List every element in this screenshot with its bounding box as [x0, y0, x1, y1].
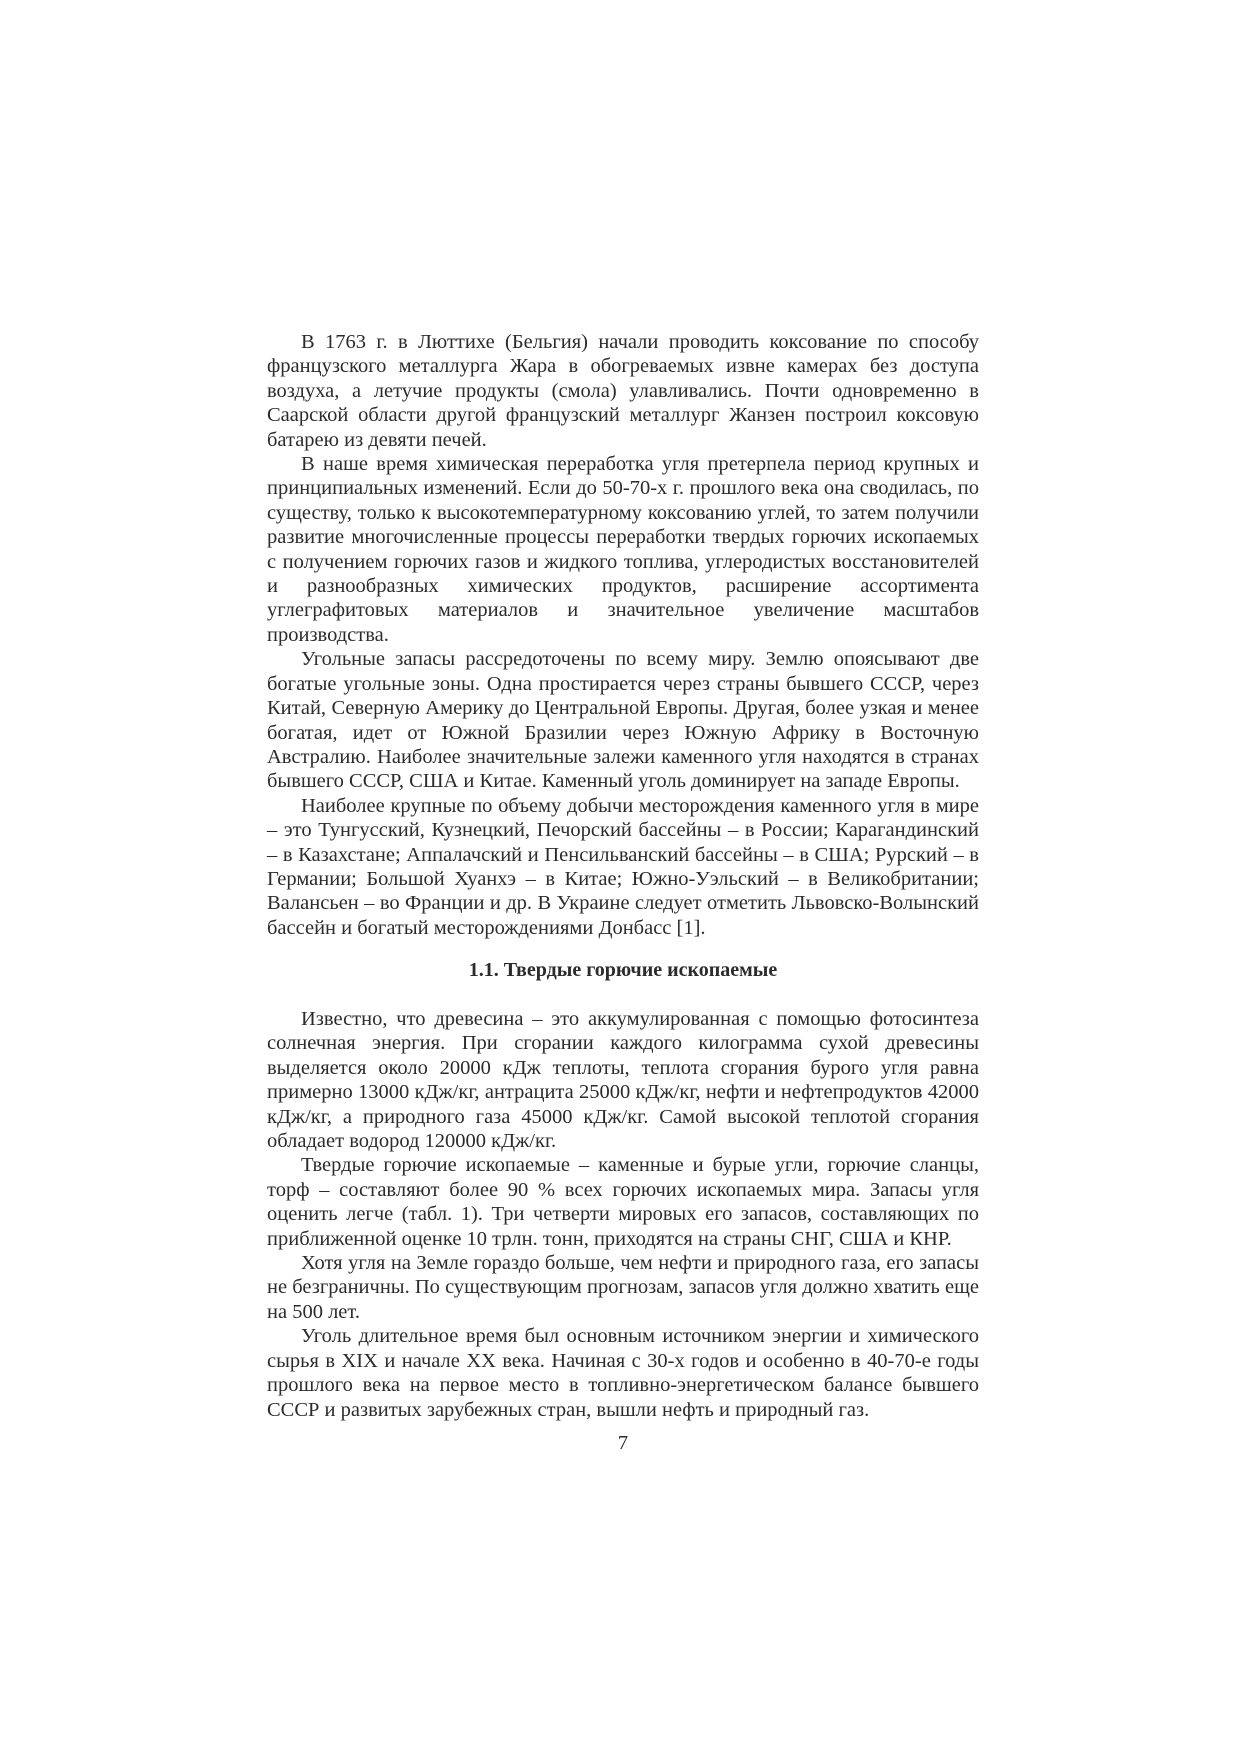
body-text-bottom [267, 1007, 979, 1422]
paragraph-coal-forecast: Хотя угля на Земле гораздо больше, чем нефти и природного газа, его запасы не безграничны. По существующим прогнозам, запасов угля должно хватить еще на 500 лет. [267, 1252, 979, 1323]
page-number: 7 [617, 1432, 629, 1454]
paragraph-coking-history: В 1763 г. в Люттихе (Бельгия) начали проводить коксование по способу французского металлурга Жара в обогреваемых извне камерах без доступа воздуха, а летучие продукты (смола) улавливались. Почти одновременно в Саарской области другой французский металлург Жанзен построил коксовую батарею из девяти печей. [267, 331, 979, 451]
paragraph-chemical-processing: В наше время химическая переработка угля претерпела период крупных и принципиальных изменений. Если до 50-70-х г. прошлого века она сводилась, по существу, только к высокотемпературному коксованию углей, то затем получили развитие многочисленные процессы переработки твердых горючих ископаемых с получением горючих газов и жидкого топлива, углеродистых восстановителей и разнообразных химических продуктов, расширение ассортимента углеграфитовых материалов и значительное увеличение масштабов производства. [267, 453, 979, 646]
section-heading: 1.1. Твердые горючие ископаемые [468, 959, 778, 981]
body-text-top [267, 330, 979, 940]
paragraph-coal-deposits: Наиболее крупные по объему добычи месторождения каменного угля в мире – это Тунгусский, Кузнецкий, Печорский бассейны – в России; Карагандинский – в Казахстане; Аппалачский и Пенсильванский бассейны – в США; Рурский – в Германии; Большой Хуанхэ – в Китае; Южно-Уэльский – в Великобритании; Валансьен – во Франции и др. В Украине следует отметить Львовско-Волынский бассейн и богатый месторождениями Донбасс [1]. [267, 794, 979, 939]
paragraph-heat-of-combustion: Известно, что древесина – это аккумулированная с помощью фотосинтеза солнечная энергия. При сгорании каждого килограмма сухой древесины выделяется около 20000 кДж теплоты, теплота сгорания бурого угля равна примерно 13000 кДж/кг, антрацита 25000 кДж/кг, нефти и нефтепродуктов 42000 кДж/кг, а природного газа 45000 кДж/кг. Самой высокой теплотой сгорания обладает водород 120000 кДж/кг. [267, 1008, 979, 1153]
paragraph-coal-reserves: Угольные запасы рассредоточены по всему миру. Землю опоясывают две богатые угольные зоны. Одна простирается через страны бывшего СССР, через Китай, Северную Америку до Центральной Европы. Другая, более узкая и менее богатая, идет от Южной Бразилии через Южную Африку в Восточную Австралию. Наиболее значительные залежи каменного угля находятся в странах бывшего СССР, США и Китае. Каменный уголь доминирует на западе Европы. [267, 648, 979, 793]
paragraph-solid-fuels: Твердые горючие ископаемые – каменные и бурые угли, горючие сланцы, торф – составляют более 90 % всех горючих ископаемых мира. Запасы угля оценить легче (табл. 1). Три четверти мировых его запасов, составляющих по приближенной оценке 10 трлн. тонн, приходятся на страны СНГ, США и КНР. [267, 1154, 979, 1250]
paragraph-coal-history: Уголь длительное время был основным источником энергии и химического сырья в XIX и начале XX века. Начиная с 30-х годов и особенно в 40-70-е годы прошлого века на первое место в топливно-энергетическом балансе бывшего СССР и развитых зарубежных стран, вышли нефть и природный газ. [267, 1325, 979, 1421]
